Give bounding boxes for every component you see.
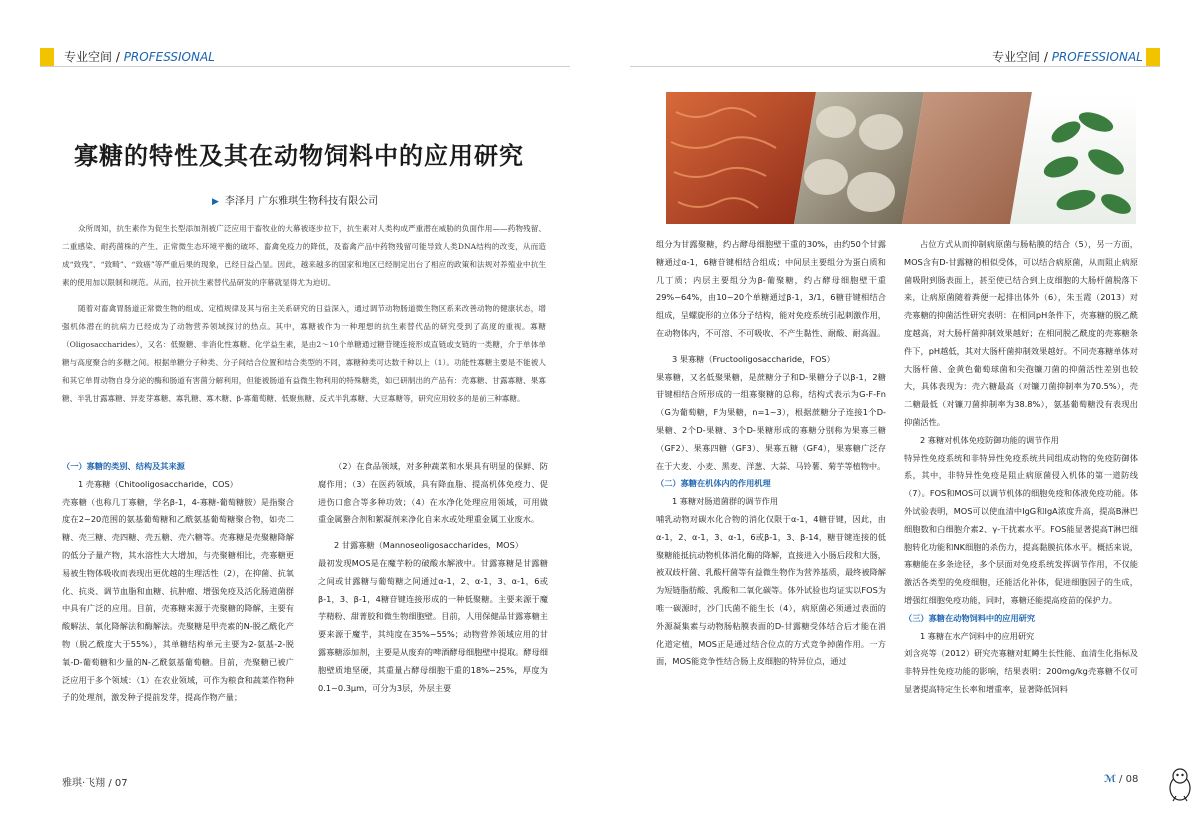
article-title: 寡糖的特性及其在动物饲料中的应用研究: [74, 141, 524, 170]
column-2: [318, 458, 548, 697]
header-left-rule: [40, 66, 570, 67]
paragraph-immune: 特异性免疫系统和非特异性免疫系统共同组成动物的免疫防御体系，其中，非特异性免疫是阻止病原菌侵入机体的第一道防线（7）。FOS和MOS可以调节机体的细胞免疫和体液免疫功能。体外试验表明，MOS可以使血清中IgG和IgA浓度升高，提高B淋巴细胞数和白细胞介素2、γ-干扰素水平。FOS能显著提高T淋巴细胞转化功能和NK细胞的杀伤力，提高黏膜抗体水平。概括来说，寡糖能在多条途径，多个层面对免疫系统发挥调节作用，不仅能激活各类型的免疫细胞，还能活化补体，促进细胞因子的生成，增强红细胞免疫功能，同时，寡糖还能提高疫苗的保护力。: [904, 452, 1138, 605]
footer-logo-icon: ℳ: [1104, 774, 1116, 785]
footer-right-page: / 08: [1119, 774, 1139, 785]
photo-shrimp: [666, 92, 816, 224]
footer-left: 雅琪·飞翔 / 07: [62, 778, 128, 789]
header-right: [992, 48, 1143, 65]
subheading-aquafeed: 1 寡糖在水产饲料中的应用研究: [920, 630, 1035, 641]
photo-strip: [666, 92, 1136, 224]
header-right-brand: PROFESSIONAL: [1051, 50, 1143, 64]
section-heading-2: （二）寡糖在机体内的作用机理: [656, 478, 771, 489]
byline: [212, 192, 378, 207]
subheading-immune: 2 寡糖对机体免疫防御功能的调节作用: [920, 434, 1059, 445]
subheading-fos: 3 果寡糖（Fructooligosaccharide，FOS）: [672, 353, 835, 364]
byline-arrow-icon: ▶: [212, 197, 219, 207]
subheading-gut-flora: 1 寡糖对肠道菌群的调节作用: [672, 496, 779, 507]
abstract-paragraph-1: 众所周知，抗生素作为促生长型添加剂被广泛应用于畜牧业的大幕被逐步拉下，抗生素对人类构成严重潜在威胁的负面作用——药物残留、二重感染、耐药菌株的产生、正常微生态环境平衡的破坏、畜禽免疫力的降低，及畜禽产品中药物残留可能导致人类DNA结构的改变，从而造成“致残”、“致畸”、“致癌”等严重后果的现象，已经日益凸显。因此，越来越多的国家和地区已经制定出台了相应的政策和法规对养殖业中抗生素的使用加以限制和规范。从而，拉开抗生素替代品研发的序幕就显得尤为迫切。: [62, 224, 546, 288]
header-right-section: 专业空间 /: [992, 50, 1048, 64]
paragraph-chitosan-uses: （2）在食品领域，对多种蔬菜和水果具有明显的保鲜、防腐作用；（3）在医药领域，具有降血脂、提高机体免疫力、促进伤口愈合等多种功效；（4）在水净化处理应用领域，可用做重金属螯合剂和絮凝剂来净化自来水或处理重金属工业废水。: [318, 461, 548, 525]
footer-right: [1104, 774, 1138, 785]
subheading-cos: 1 壳寡糖（Chitooligosaccharide，COS）: [78, 478, 238, 489]
column-4: [904, 236, 1138, 699]
header-left-section: 专业空间 /: [64, 50, 120, 64]
section-heading-1: （一）寡糖的类别、结构及其来源: [62, 461, 185, 471]
photo-powder: [902, 92, 1032, 224]
paragraph-cos: 壳寡糖（也称几丁寡糖，学名β-1，4-寡糖-葡萄糖胺）是指聚合度在2~20范围的氨基葡萄糖和乙酰氨基葡萄糖聚合物，如壳二糖、壳三糖、壳四糖、壳五糖、壳六糖等。壳寡糖是壳聚糖降解的低分子量产物，其水溶性大大增加，与壳聚糖相比，壳寡糖更易被生物体吸收而表现出更优越的生理活性（2），在抑菌、抗氧化、抗炎、调节血脂和血糖、抗肿瘤、增强免疫及活化肠道菌群中具有广泛的应用。目前，壳寡糖来源于壳聚糖的降解，主要有酸解法、氧化降解法和酶解法。壳聚糖是甲壳素的N-脱乙酰化产物（脱乙酰度大于55%），其单糖结构单元主要为2-氨基-2-脱氧-D-葡萄糖和少量的N-乙酰氨基葡萄糖。目前，壳聚糖已被广泛应用于多个领域：（1）在农业领域，可作为粮食和蔬菜作物种子的处理剂，激发种子提前发芽，提高作物产量；: [62, 496, 294, 703]
mascot-icon: [1166, 766, 1194, 802]
header-left: [64, 48, 215, 65]
paragraph-yeast-wall: 组分为甘露聚糖，约占酵母细胞壁干重的30%，由约50个甘露糖通过α-1，6糖苷键相结合组成；中间层主要组分为蛋白质和几丁质；内层主要组分为β-葡聚糖，约占酵母细胞壁干重29%~64%，由10~20个单糖通过β-1，3/1，6糖苷键相结合组成，呈螺旋形的立体分子结构，能对免疫系统引起刺激作用，在动物体内，不可溶、不可吸收、不产生黏性、耐酸、耐高温。: [656, 239, 886, 338]
paragraph-aquafeed: 刘含亮等（2012）研究壳寡糖对虹鳟生长性能、血清生化指标及非特异性免疫功能的影响，结果表明：200mg/kg壳寡糖不仅可显著提高特定生长率和增重率，显著降低饲料: [904, 648, 1138, 694]
paragraph-mos: 最初发现MOS是在魔芋粉的破酸水解液中。甘露寡糖是甘露糖之间或甘露糖与葡萄糖之间通过α-1，2、α-1，3、α-1，6或β-1，3、β-1，4糖苷键连接形成的一种低聚糖。主要来源于魔芋精粉、甜菁胶和微生物细胞壁。目前，人用保健品甘露寡糖主要来源于魔芋，其纯度在35%~55%；动物营养领域应用的甘露寡糖添加剂，主要是从废弃的啤酒酵母细胞壁中提取。酵母细胞壁质地坚硬，其重量占酵母细胞干重的18%~25%，厚度为0.1~0.3μm，可分为3层，外层主要: [318, 557, 548, 693]
header-right-bar: [1146, 48, 1160, 66]
column-3: [656, 236, 886, 671]
paragraph-gut-flora: 哺乳动物对碳水化合物的消化仅限于α-1，4糖苷键，因此，由α-1，2、α-1，3、α-1，6或β-1，3、β-14，糖苷键连接的低聚糖能抵抗动物机体消化酶的降解，直接进入小肠后段和大肠，被双歧杆菌、乳酸杆菌等有益微生物作为营养基质，最终被降解为短链脂肪酸、乳酸和二氧化碳等。体外试验也均证实以FOS为唯一碳源时，沙门氏菌不能生长（4），病原菌必须通过表面的外源凝集素与动物肠粘膜表面的D-甘露糖受体结合后才能在消化道定植，MOS正是通过结合位点的方式竞争掉菌作用。一方面，MOS能竞争性结合肠上皮细胞的特异位点，通过: [656, 513, 886, 667]
abstract-paragraph-2: 随着对畜禽胃肠道正常微生物的组成、定植规律及其与宿主关系研究的日益深入，通过调节动物肠道微生物区系来改善动物的健康状态，增强机体潜在的抗病力已经成为了动物营养领域探讨的热点。其中，寡糖被作为一种理想的抗生素替代品的研究受到了高度的重视。寡糖（Oligosaccharides），又名：低聚糖、非消化性寡糖、化学益生素，是由2～10个单糖通过糖苷键连接形成直链或支链的一类糖，介于单体单糖与高度聚合的多糖之间。根据单糖分子种类、分子间结合位置和结合类型的不同，寡糖种类可达数千种以上（1）。功能性寡糖主要是不能被人和其它单胃动物自身分泌的酶和肠道有害菌分解利用，但能被肠道有益微生物利用的特殊糖类，如已研制出的产品有：壳寡糖、甘露寡糖、果寡糖、半乳甘露寡糖、异麦芽寡糖、寡乳糖、寡木糖、β-寡葡萄糖、低聚焦糖、反式半乳寡糖、大豆寡糖等，研究应用较多的是前三种寡糖。: [62, 304, 546, 404]
header-left-bar: [40, 48, 54, 66]
photo-collage: [666, 92, 1136, 224]
section-heading-3: （三）寡糖在动物饲料中的应用研究: [904, 612, 1036, 623]
header-left-brand: PROFESSIONAL: [123, 50, 215, 64]
paragraph-binding: 占位方式从而抑制病原菌与肠粘膜的结合（5），另一方面，MOS含有D-甘露糖的相似受体，可以结合病原菌，从而阻止病原菌吸附到肠表面上，甚至使已结合到上皮细胞的大肠杆菌脱落下来，让病原菌随着粪便一起排出体外（6），朱玉霞（2013）对壳寡糖的抑菌活性研究表明：在相同pH条件下，壳寡糖的脱乙酰度越高，对大肠杆菌抑制效果越好；在相同脱乙酰度的壳寡糖条件下，pH越低，其对大肠杆菌抑制效果越好。不同壳寡糖单体对大肠杆菌、金黄色葡萄球菌和尖孢镰刀菌的抑菌活性差别也较大，具体表现为：壳六糖最高（对镰刀菌抑制率为70.5%），壳二糖最低（对镰刀菌抑制率为38.8%），氨基葡萄糖没有表现出抑菌活性。: [904, 239, 1138, 427]
paragraph-fos: 果寡糖，又名低聚果糖，是蔗糖分子和D-果糖分子以β-1，2糖苷键相结合所形成的一组寡聚糖的总称，结构式表示为G-F-Fn（G为葡萄糖，F为果糖，n=1~3），根据蔗糖分子连接1个D-果糖、2个D-果糖、3个D-果糖形成的寡糖分别称为果寡三糖（GF2）、果寡四糖（GF3）、果寡五糖（GF4），果寡糖广泛存在于大麦、小麦、黑麦、洋葱、大蒜、马铃薯、菊芋等植物中。: [656, 371, 886, 471]
header-right-rule: [630, 66, 1160, 67]
byline-text: 李泽月 广东雅琪生物科技有限公司: [224, 196, 379, 207]
subheading-mos: 2 甘露寡糖（Mannoseoligosaccharides，MOS）: [334, 540, 524, 551]
column-1: [62, 458, 294, 707]
